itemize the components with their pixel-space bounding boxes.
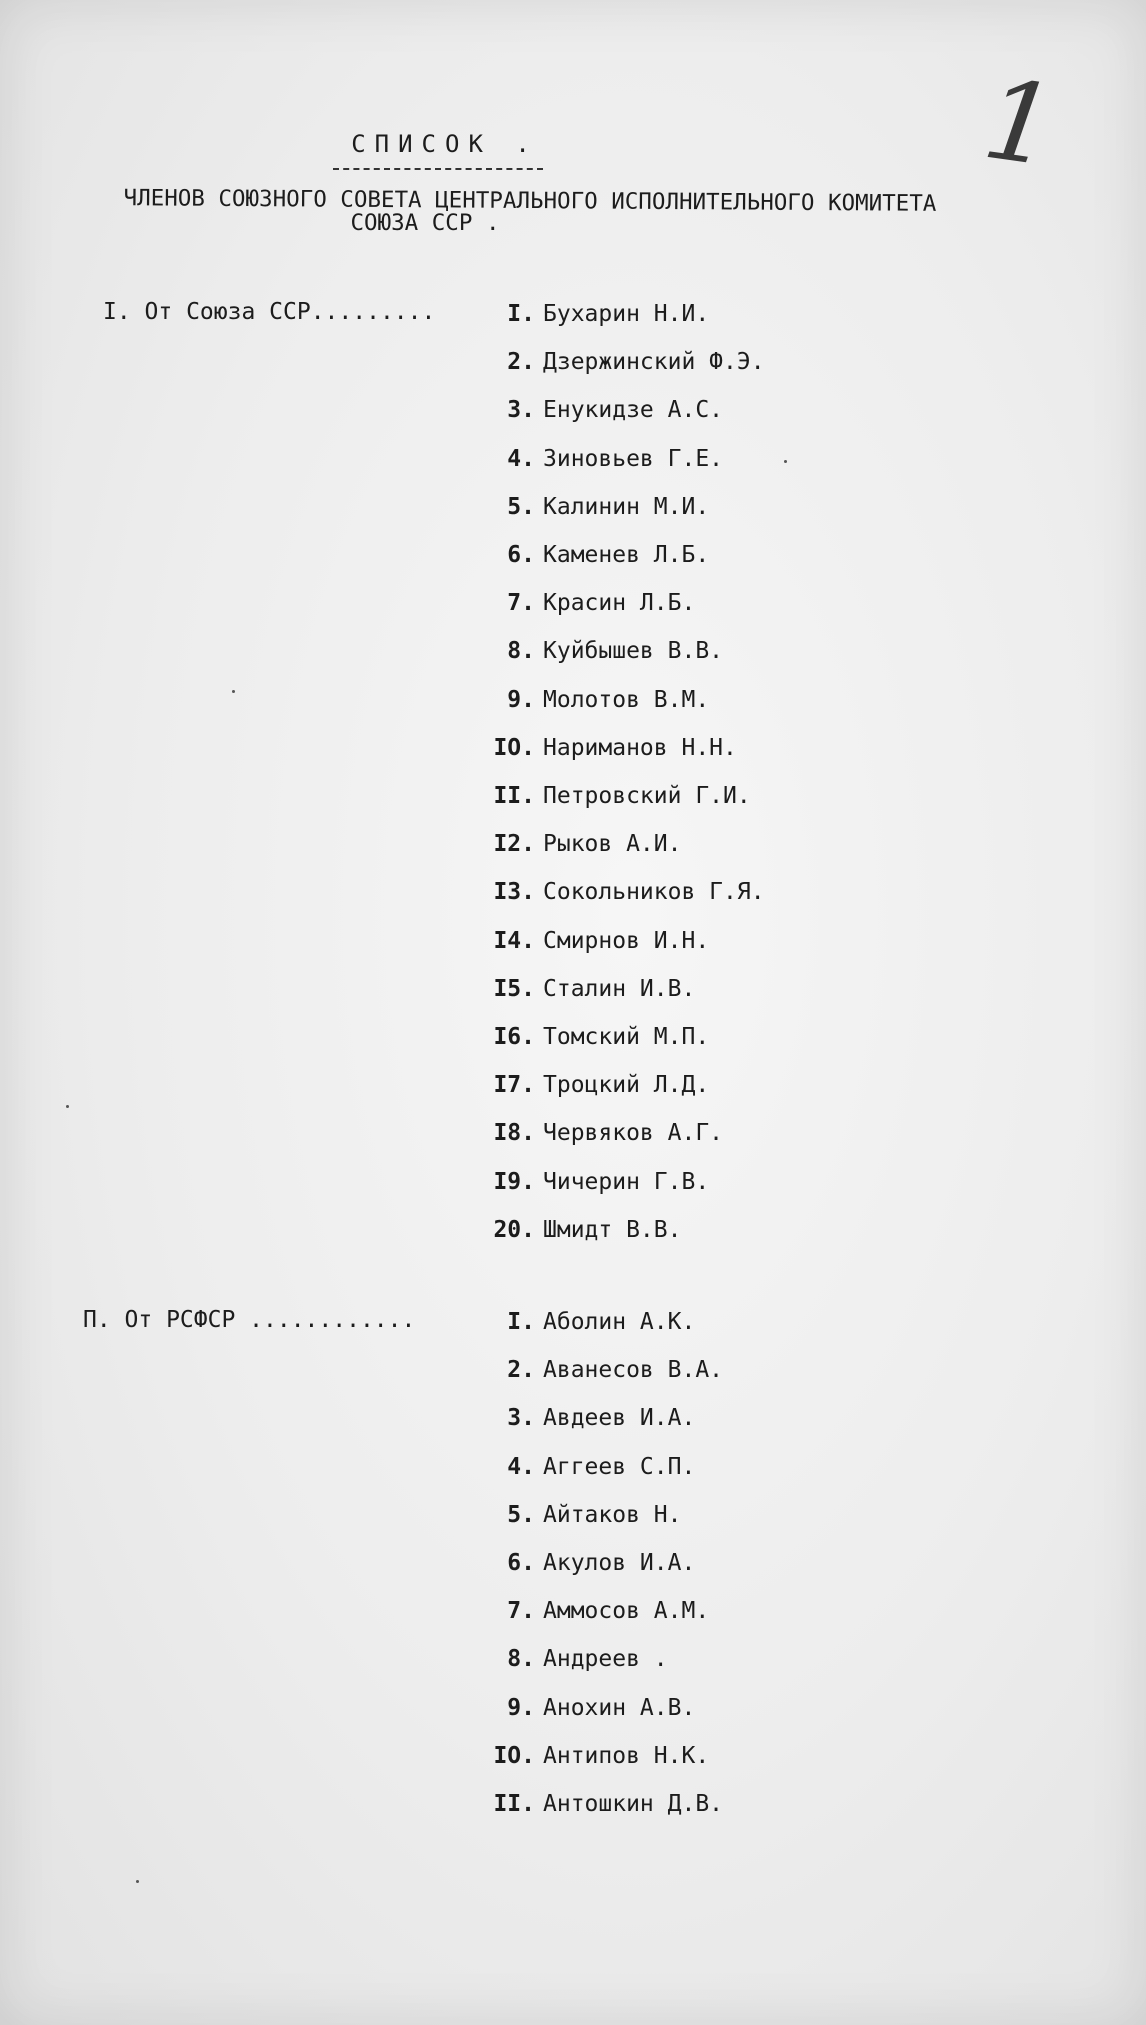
member-name: Сталин И.В. <box>543 975 696 1002</box>
member-number: I5. <box>493 975 535 1002</box>
member-row <box>475 926 709 956</box>
section-2-label: П. От РСФСР ............ <box>83 1307 416 1333</box>
member-row <box>475 1118 723 1148</box>
paper-speck <box>784 460 787 463</box>
member-name: Рыков А.И. <box>543 831 682 858</box>
member-number: I9. <box>493 1168 535 1195</box>
member-number: I7. <box>493 1072 535 1099</box>
member-number: 8. <box>507 1646 535 1673</box>
member-row <box>475 733 737 763</box>
section-1-label: I. От Союза ССР......... <box>103 299 436 325</box>
member-name: Чичерин Г.В. <box>543 1168 710 1195</box>
member-name: Молотов В.М. <box>543 686 710 713</box>
paper-speck <box>136 1880 139 1883</box>
member-name: Нариманов Н.Н. <box>543 734 737 761</box>
member-name: Антошкин Д.В. <box>543 1791 724 1817</box>
member-number: I6. <box>493 1024 535 1050</box>
member-row <box>475 1215 681 1245</box>
member-row <box>475 877 765 907</box>
member-number: I4. <box>493 927 535 954</box>
member-number: 5. <box>507 493 535 520</box>
member-name: Куйбышев В.В. <box>543 638 724 665</box>
handwritten-page-number: 1 <box>976 54 1064 192</box>
member-name: Каменев Л.Б. <box>543 542 710 568</box>
member-number: 6. <box>507 542 535 568</box>
title-underline <box>333 168 543 170</box>
document-subtitle-line-1: ЧЛЕНОВ СОЮЗНОГО СОВЕТА ЦЕНТРАЛЬНОГО ИСПОЛНИТЕЛЬНОГО КОМИТЕТА <box>123 185 937 217</box>
member-row <box>475 299 709 329</box>
member-number: I. <box>507 301 535 327</box>
member-name: Авдеев И.А. <box>543 1405 696 1432</box>
member-number: 4. <box>507 1453 535 1480</box>
member-row <box>475 1167 709 1197</box>
member-name: Зиновьев Г.Е. <box>543 445 724 472</box>
member-name: Андреев . <box>543 1646 668 1673</box>
member-number: 7. <box>507 590 535 617</box>
member-name: Томский М.П. <box>543 1024 710 1050</box>
member-number: 5. <box>507 1501 535 1528</box>
member-row <box>475 395 723 425</box>
member-row <box>475 540 709 570</box>
member-number: 2. <box>507 1357 535 1384</box>
member-name: Аболин А.К. <box>543 1309 696 1335</box>
member-row <box>475 1741 709 1771</box>
member-number: 9. <box>507 1694 535 1721</box>
member-name: Антипов Н.К. <box>543 1742 710 1769</box>
member-name: Шмидт В.В. <box>543 1216 682 1243</box>
member-number: IO. <box>493 734 535 761</box>
member-number: I3. <box>493 879 535 906</box>
member-number: 3. <box>507 1405 535 1432</box>
member-row <box>475 1022 709 1052</box>
member-row <box>475 347 765 377</box>
member-number: I2. <box>493 831 535 858</box>
member-row <box>475 974 695 1004</box>
member-row <box>475 1548 695 1578</box>
member-number: 4. <box>507 445 535 472</box>
member-number: 3. <box>507 397 535 424</box>
member-name: Дзержинский Ф.Э. <box>543 349 765 376</box>
member-number: 6. <box>507 1550 535 1576</box>
member-row <box>475 1500 681 1530</box>
member-number: I. <box>507 1309 535 1335</box>
member-row <box>475 1452 695 1482</box>
member-row <box>475 1596 709 1626</box>
member-row <box>475 1355 723 1385</box>
paper-speck <box>66 1105 69 1108</box>
member-name: Аггеев С.П. <box>543 1453 696 1480</box>
member-row <box>475 588 695 618</box>
member-name: Троцкий Л.Д. <box>543 1072 710 1099</box>
member-number: II. <box>493 1791 535 1817</box>
member-number: 9. <box>507 686 535 713</box>
member-name: Сокольников Г.Я. <box>543 879 765 906</box>
member-row <box>475 1403 695 1433</box>
member-number: IO. <box>493 1742 535 1769</box>
member-name: Красин Л.Б. <box>543 590 696 617</box>
document-title: СПИСОК . <box>351 130 539 158</box>
member-number: II. <box>493 783 535 809</box>
member-name: Аванесов В.А. <box>543 1357 724 1384</box>
member-number: 7. <box>507 1598 535 1625</box>
member-number: 20. <box>493 1216 535 1243</box>
member-number: I8. <box>493 1120 535 1147</box>
member-name: Анохин А.В. <box>543 1694 696 1721</box>
member-name: Айтаков Н. <box>543 1501 682 1528</box>
member-name: Червяков А.Г. <box>543 1120 724 1147</box>
member-row <box>475 444 723 474</box>
member-row <box>475 492 709 522</box>
member-name: Калинин М.И. <box>543 493 710 520</box>
member-row <box>475 1644 668 1674</box>
member-row <box>475 1070 709 1100</box>
member-name: Аммосов А.М. <box>543 1598 710 1625</box>
member-row <box>475 1789 723 1819</box>
member-name: Енукидзе А.С. <box>543 397 724 424</box>
member-name: Смирнов И.Н. <box>543 927 710 954</box>
member-row <box>475 1693 695 1723</box>
member-row <box>475 636 723 666</box>
document-subtitle-line-2: СОЮЗА ССР . <box>350 210 500 236</box>
paper-speck <box>232 690 235 693</box>
member-row <box>475 1307 695 1337</box>
member-row <box>475 829 681 859</box>
member-name: Акулов И.А. <box>543 1550 696 1576</box>
member-row <box>475 685 709 715</box>
member-number: 8. <box>507 638 535 665</box>
member-name: Бухарин Н.И. <box>543 301 710 327</box>
member-number: 2. <box>507 349 535 376</box>
member-row <box>475 781 751 811</box>
member-name: Петровский Г.И. <box>543 783 751 809</box>
